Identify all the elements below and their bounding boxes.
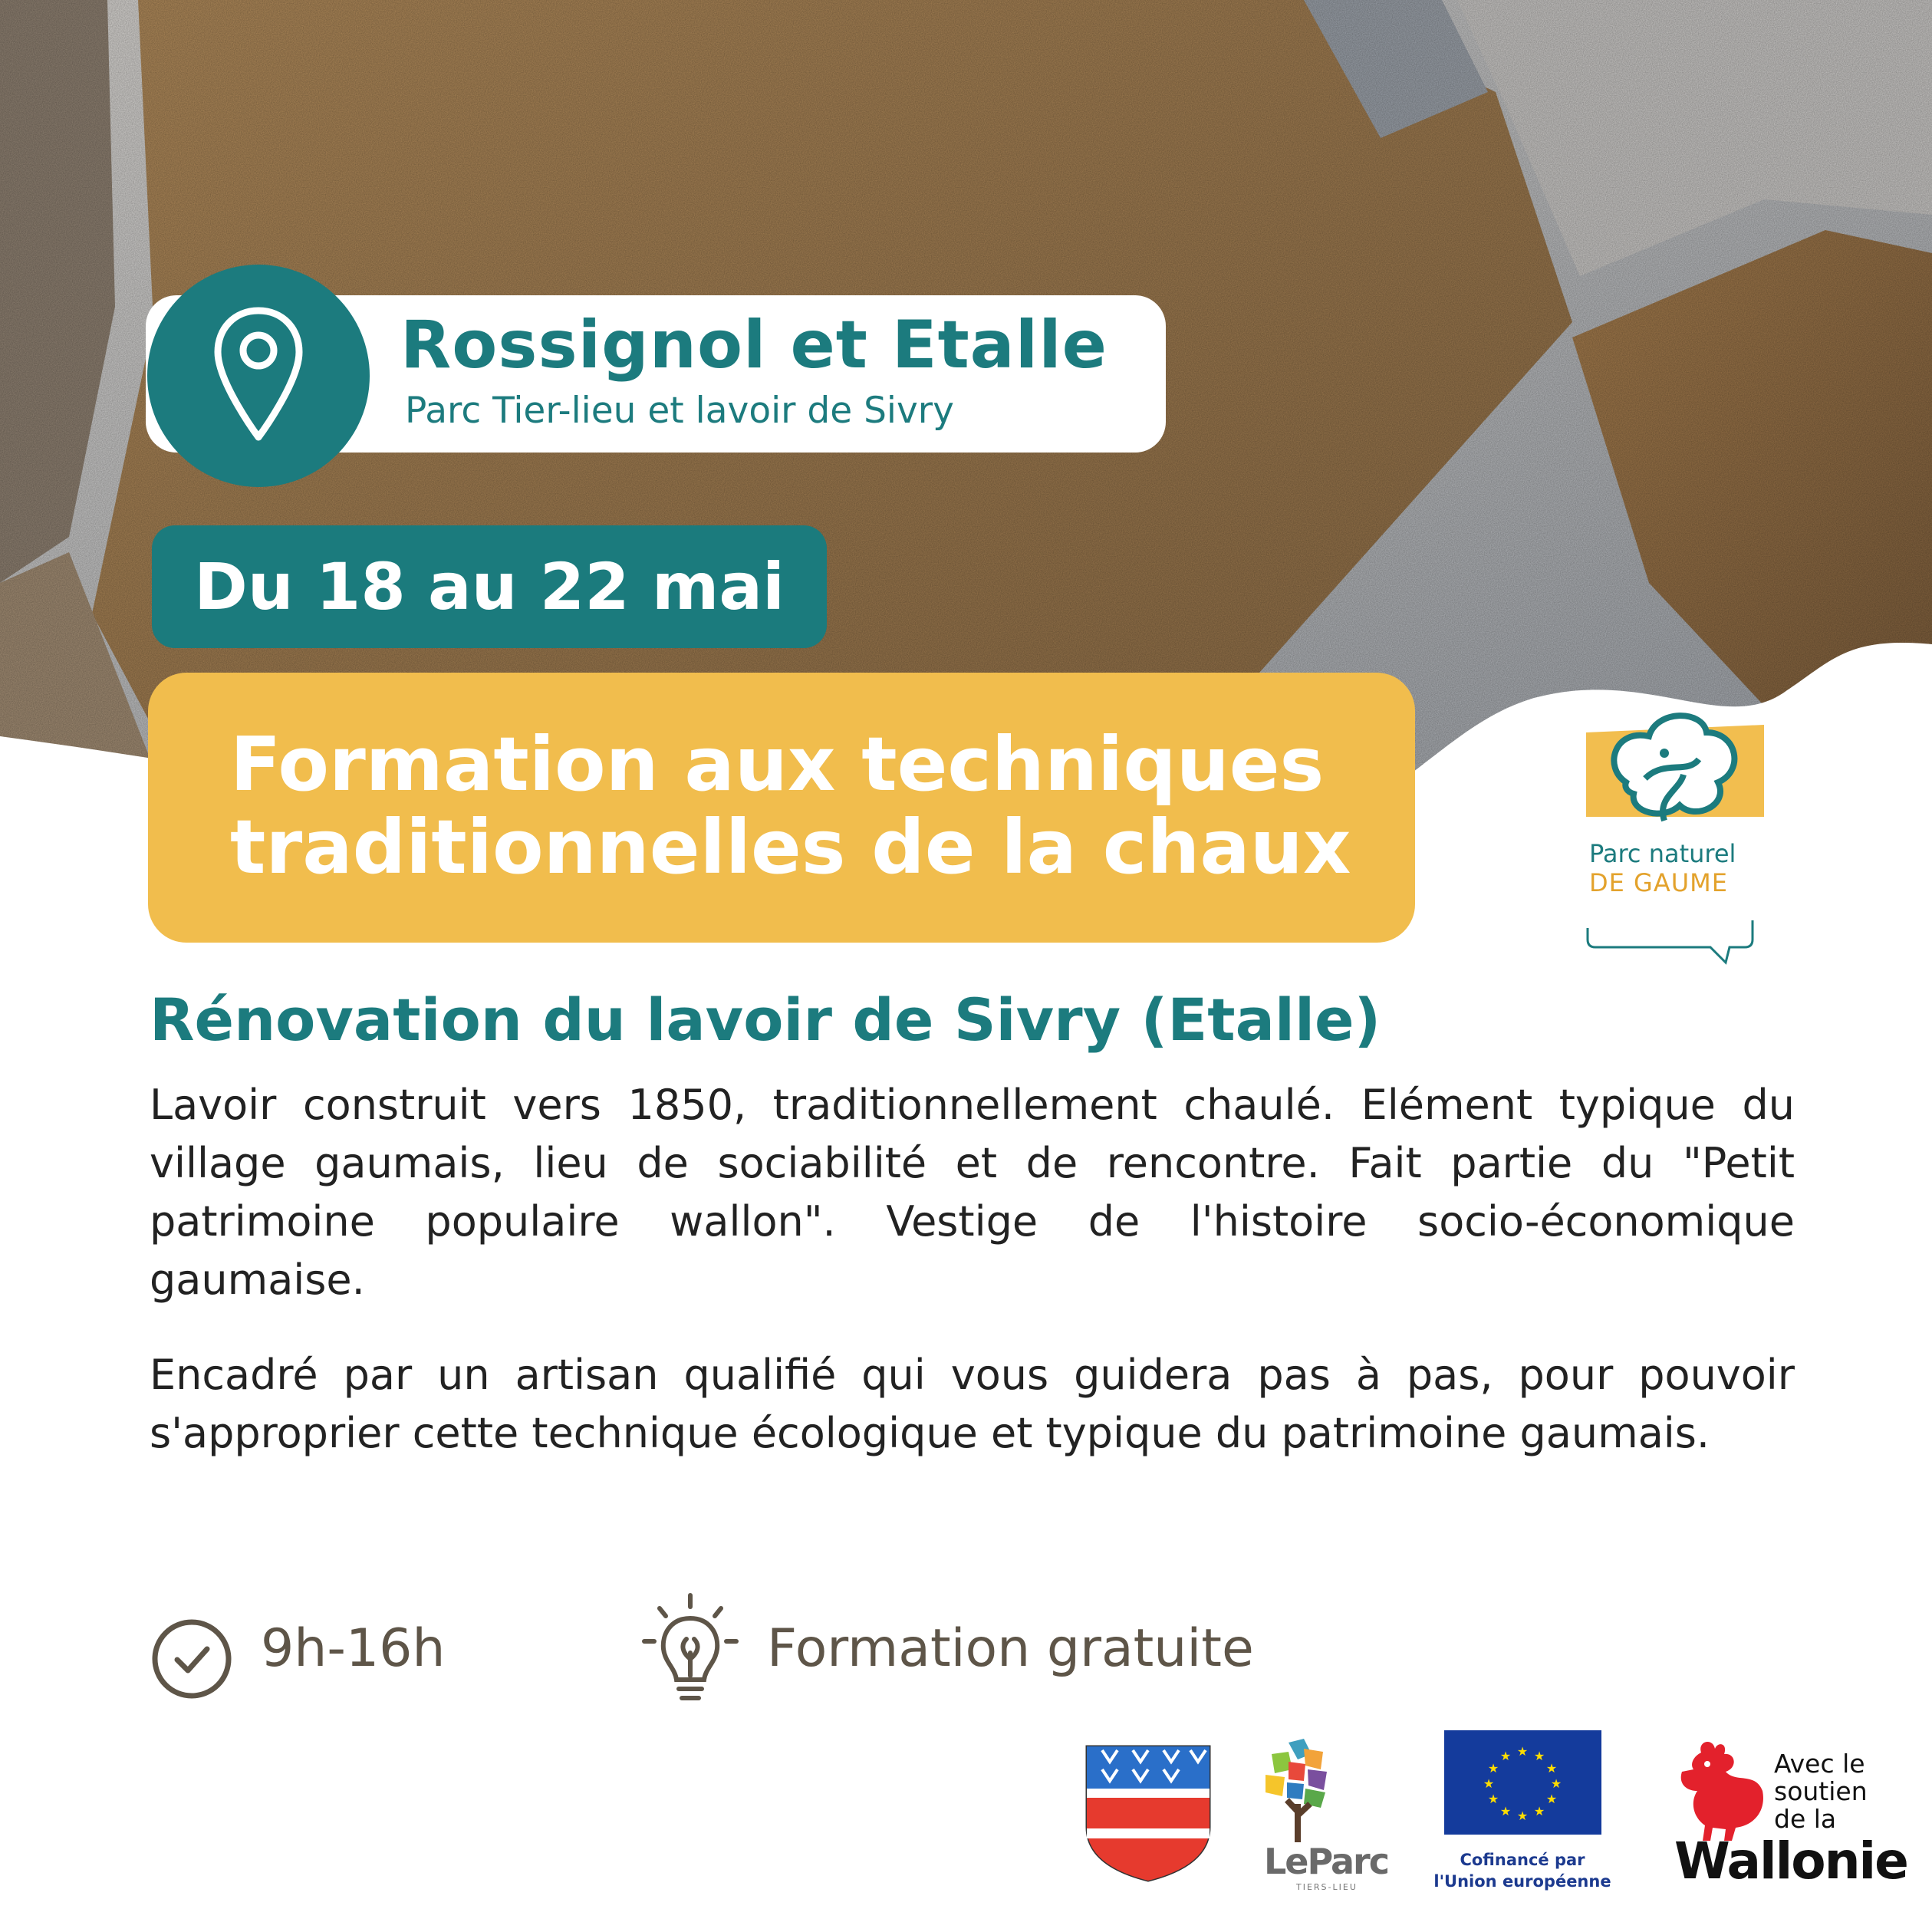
svg-text:★: ★ xyxy=(1533,1804,1545,1818)
eu-flag-logo xyxy=(1444,1730,1601,1835)
svg-text:★: ★ xyxy=(1516,1809,1529,1823)
headline-line-1: Formation aux techniques xyxy=(230,721,1325,808)
location-badge xyxy=(147,265,370,487)
section-title: Rénovation du lavoir de Sivry (Etalle) xyxy=(150,986,1381,1054)
wallonie-line-2: soutien xyxy=(1774,1776,1868,1806)
lightbulb-icon xyxy=(640,1591,740,1714)
eu-text-line-1: Cofinancé par xyxy=(1460,1851,1585,1869)
location-subtitle: Parc Tier-lieu et lavoir de Sivry xyxy=(405,390,954,432)
svg-text:★: ★ xyxy=(1487,1792,1499,1806)
price-text: Formation gratuite xyxy=(767,1618,1254,1679)
parc-logo-line-1: Parc naturel xyxy=(1589,839,1736,868)
wallonie-name: Wallonie xyxy=(1674,1832,1907,1891)
location-title: Rossignol et Etalle xyxy=(400,307,1108,383)
eu-text-line-2: l'Union européenne xyxy=(1433,1872,1611,1891)
wallonie-rooster-logo xyxy=(1670,1737,1770,1845)
parc-logo-line-2: DE GAUME xyxy=(1589,868,1728,897)
date-text: Du 18 au 22 mai xyxy=(194,549,785,624)
municipality-shield-logo xyxy=(1083,1743,1213,1884)
svg-text:★: ★ xyxy=(1545,1761,1558,1776)
svg-text:★: ★ xyxy=(1516,1744,1529,1759)
leparc-subtitle: TIERS-LIEU xyxy=(1296,1882,1358,1892)
wallonie-line-1: Avec le xyxy=(1774,1749,1865,1779)
svg-text:★: ★ xyxy=(1499,1804,1512,1818)
svg-text:★: ★ xyxy=(1483,1776,1495,1791)
parc-naturel-logo xyxy=(1572,706,1772,966)
description-paragraph-2: Encadré par un artisan qualifié qui vous guidera pas à pas, pour pouvoir s'approprier cette technique écologique et typique du patrimoine gaumais. xyxy=(150,1351,1795,1457)
headline-line-2: traditionnelles de la chaux xyxy=(230,804,1351,890)
leparc-tree-logo xyxy=(1258,1735,1342,1842)
date-badge xyxy=(152,525,827,648)
svg-text:★: ★ xyxy=(1499,1749,1512,1763)
leparc-name: LeParc xyxy=(1264,1841,1388,1882)
description-paragraph-1: Lavoir construit vers 1850, traditionnellement chaulé. Elément typique du village gaumais, lieu de sociabilité et de rencontre. Fait partie du "Petit patrimoine populaire wallon". Vestige de l'histoire socio-économique gaumaise. xyxy=(150,1081,1795,1304)
location-pin-icon xyxy=(209,303,308,449)
wallonie-line-3: de la xyxy=(1774,1804,1837,1834)
hours-text: 9h-16h xyxy=(261,1618,446,1679)
svg-text:★: ★ xyxy=(1550,1776,1562,1791)
check-circle-icon xyxy=(150,1617,234,1701)
svg-text:★: ★ xyxy=(1545,1792,1558,1806)
svg-text:★: ★ xyxy=(1487,1761,1499,1776)
svg-text:★: ★ xyxy=(1533,1749,1545,1763)
